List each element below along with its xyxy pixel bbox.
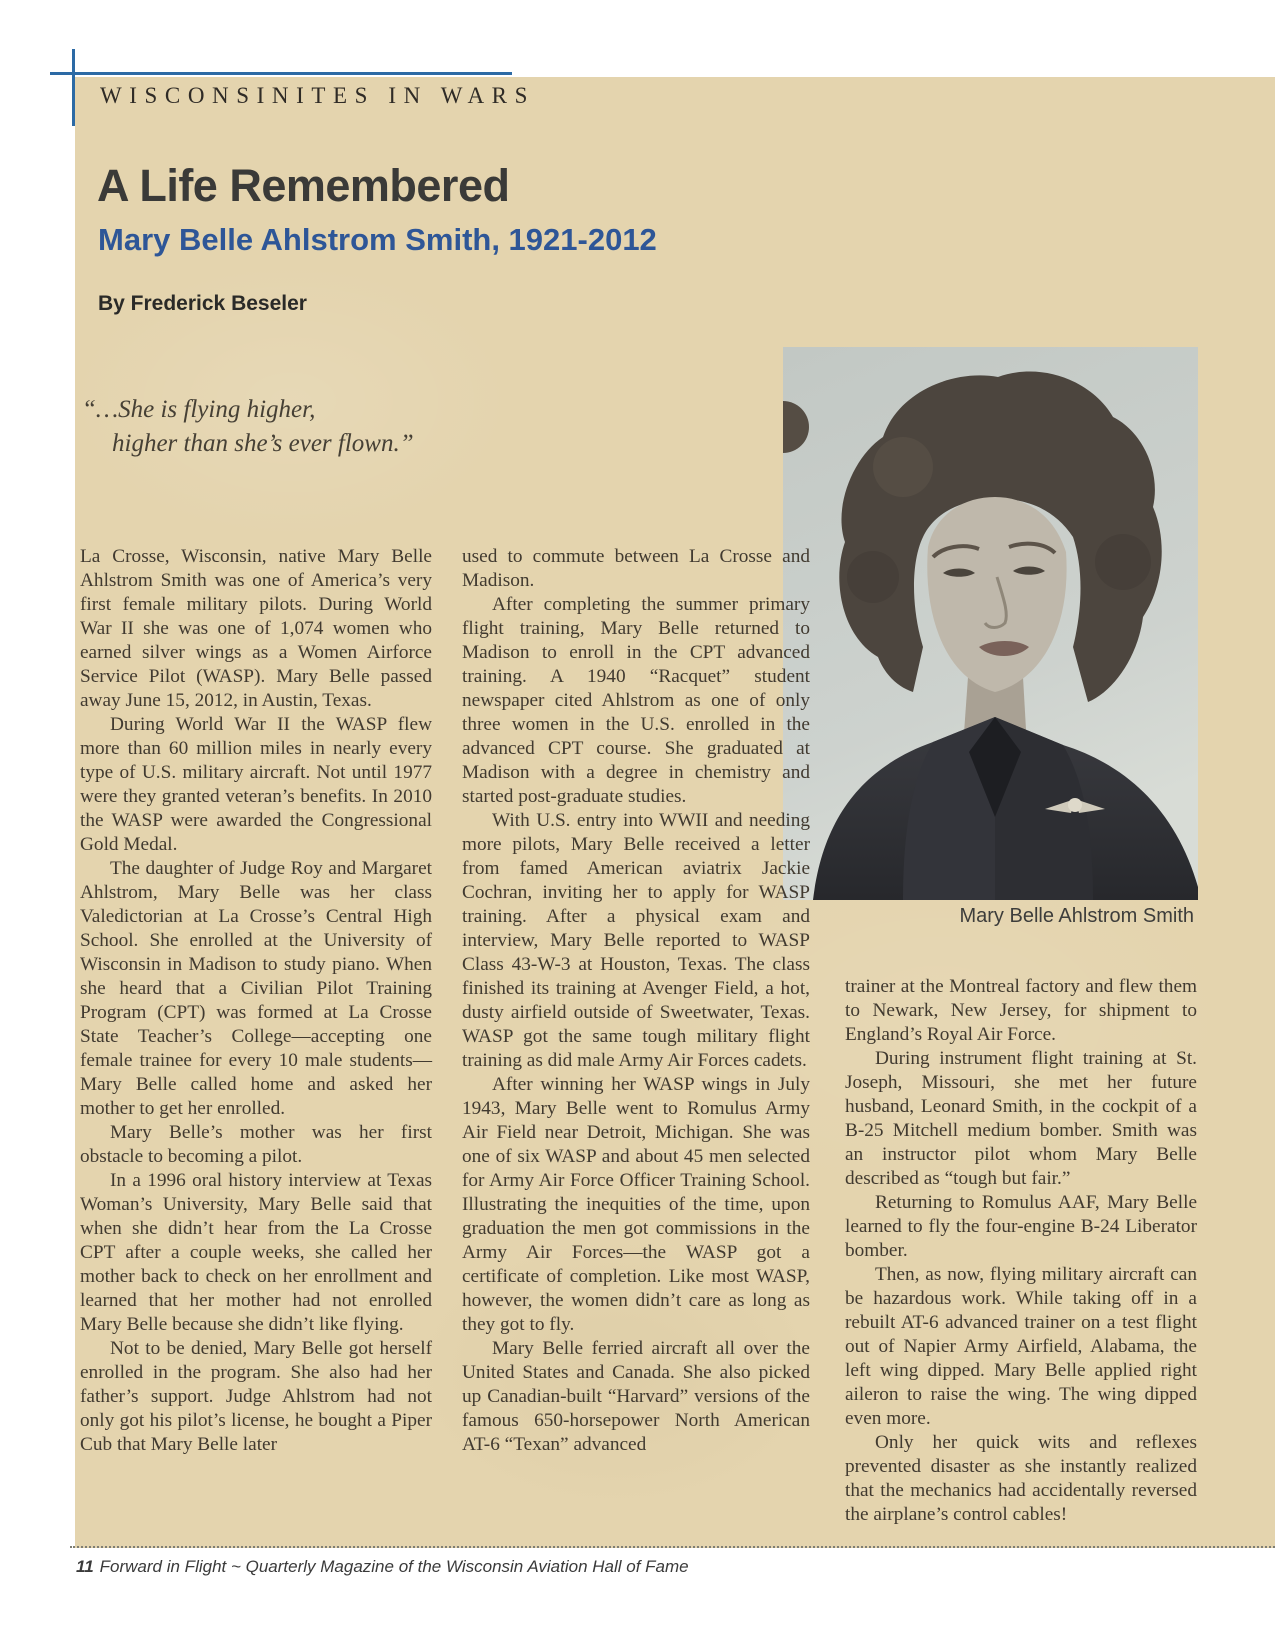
body-paragraph: used to commute between La Crosse and Madison.: [462, 546, 810, 591]
body-column-1: [80, 545, 432, 1457]
article-title: A Life Remembered: [97, 160, 510, 211]
body-paragraph: During World War II the WASP flew more than 60 million miles in nearly every type of U.S. military aircraft. Not until 1977 were they granted veteran’s benefits. In 2010 the WASP were awarded the Congressional Gold Medal.: [80, 714, 432, 855]
body-paragraph: During instrument flight training at St. Joseph, Missouri, she met her future husband, Leonard Smith, in the cockpit of a B-25 Mitchell medium bomber. Smith was an instructor pilot whom Mary Belle described as “tough but fair.”: [845, 1048, 1197, 1189]
body-paragraph: Mary Belle’s mother was her first obstacle to becoming a pilot.: [80, 1122, 432, 1167]
page-number: 11: [76, 1557, 94, 1576]
pull-quote-line-1: “…She is flying higher,: [82, 396, 316, 423]
portrait-photo: [783, 347, 1198, 900]
body-paragraph: With U.S. entry into WWII and needing more pilots, Mary Belle received a letter from famed American aviatrix Jackie Cochran, inviting her to apply for WASP training. After a physical exam and interview, Mary Belle reported to WASP Class 43-W-3 at Houston, Texas. The class finished its training at Avenger Field, a hot, dusty airfield outside of Sweetwater, Texas. WASP got the same tough military flight training as did male Army Air Forces cadets.: [462, 810, 810, 1071]
pull-quote: [82, 393, 562, 461]
body-paragraph: Returning to Romulus AAF, Mary Belle learned to fly the four-engine B-24 Liberator bomber.: [845, 1192, 1197, 1261]
article-subtitle: Mary Belle Ahlstrom Smith, 1921-2012: [98, 222, 657, 257]
portrait-illustration: [783, 347, 1198, 900]
footer-dotted-rule: [70, 1546, 1275, 1548]
body-column-2: [462, 545, 810, 1457]
body-paragraph: Only her quick wits and reflexes prevented disaster as she instantly realized that the mechanics had accidentally reversed the airplane’s control cables!: [845, 1432, 1197, 1525]
footer: [76, 1557, 689, 1577]
footer-text: Forward in Flight ~ Quarterly Magazine of the Wisconsin Aviation Hall of Fame: [99, 1557, 689, 1576]
photo-caption: Mary Belle Ahlstrom Smith: [959, 905, 1194, 927]
pull-quote-line-2: higher than she’s ever flown.”: [112, 430, 414, 457]
body-paragraph: The daughter of Judge Roy and Margaret Ahlstrom, Mary Belle was her class Valedictorian at La Crosse’s Central High School. She enrolled at the University of Wisconsin in Madison to study piano. When she heard that a Civilian Pilot Training Program (CPT) was formed at La Crosse State Teacher’s College—accepting one female trainee for every 10 male students—Mary Belle called home and asked her mother to get her enrolled.: [80, 858, 432, 1119]
body-paragraph: In a 1996 oral history interview at Texas Woman’s University, Mary Belle said that when she didn’t hear from the La Crosse CPT after a couple weeks, she called her mother back to check on her enrollment and learned that her mother had not enrolled Mary Belle because she didn’t like flying.: [80, 1170, 432, 1335]
body-paragraph: After winning her WASP wings in July 1943, Mary Belle went to Romulus Army Air Field near Detroit, Michigan. She was one of six WASP and about 45 men selected for Army Air Force Officer Training School. Illustrating the inequities of the time, upon graduation the men got commissions in the Army Air Forces—the WASP got a certificate of completion. Like most WASP, however, the women didn’t care as long as they got to fly.: [462, 1074, 810, 1335]
hair-curl: [873, 437, 933, 497]
header-rule-horizontal: [50, 72, 512, 75]
body-paragraph: trainer at the Montreal factory and flew them to Newark, New Jersey, for shipment to England’s Royal Air Force.: [845, 976, 1197, 1045]
header-rule-vertical: [72, 49, 75, 126]
body-column-3: [845, 975, 1197, 1527]
body-paragraph: After completing the summer primary flight training, Mary Belle returned to Madison to enroll in the CPT advanced training. A 1940 “Racquet” student newspaper cited Ahlstrom as one of only three women in the U.S. enrolled in the advanced CPT course. She graduated at Madison with a degree in chemistry and started post-graduate studies.: [462, 594, 810, 807]
hair-curl: [847, 551, 899, 603]
body-paragraph: Then, as now, flying military aircraft can be hazardous work. While taking off in a rebuilt AT-6 advanced trainer on a test flight out of Napier Army Airfield, Alabama, the left wing dipped. Mary Belle applied right aileron to raise the wing. The wing dipped even more.: [845, 1264, 1197, 1429]
body-paragraph: Mary Belle ferried aircraft all over the United States and Canada. She also picked up Canadian-built “Harvard” versions of the famous 650-horsepower North American AT-6 “Texan” advanced: [462, 1338, 810, 1455]
byline: By Frederick Beseler: [98, 292, 307, 315]
section-kicker: WISCONSINITES IN WARS: [100, 83, 535, 108]
body-paragraph: Not to be denied, Mary Belle got herself enrolled in the program. She also had her father’s support. Judge Ahlstrom had not only got his pilot’s license, he bought a Piper Cub that Mary Belle later: [80, 1338, 432, 1455]
hair-curl: [1095, 534, 1151, 590]
body-paragraph: La Crosse, Wisconsin, native Mary Belle Ahlstrom Smith was one of America’s very first female military pilots. During World War II she was one of 1,074 women who earned silver wings as a Women Airforce Service Pilot (WASP). Mary Belle passed away June 15, 2012, in Austin, Texas.: [80, 546, 432, 711]
